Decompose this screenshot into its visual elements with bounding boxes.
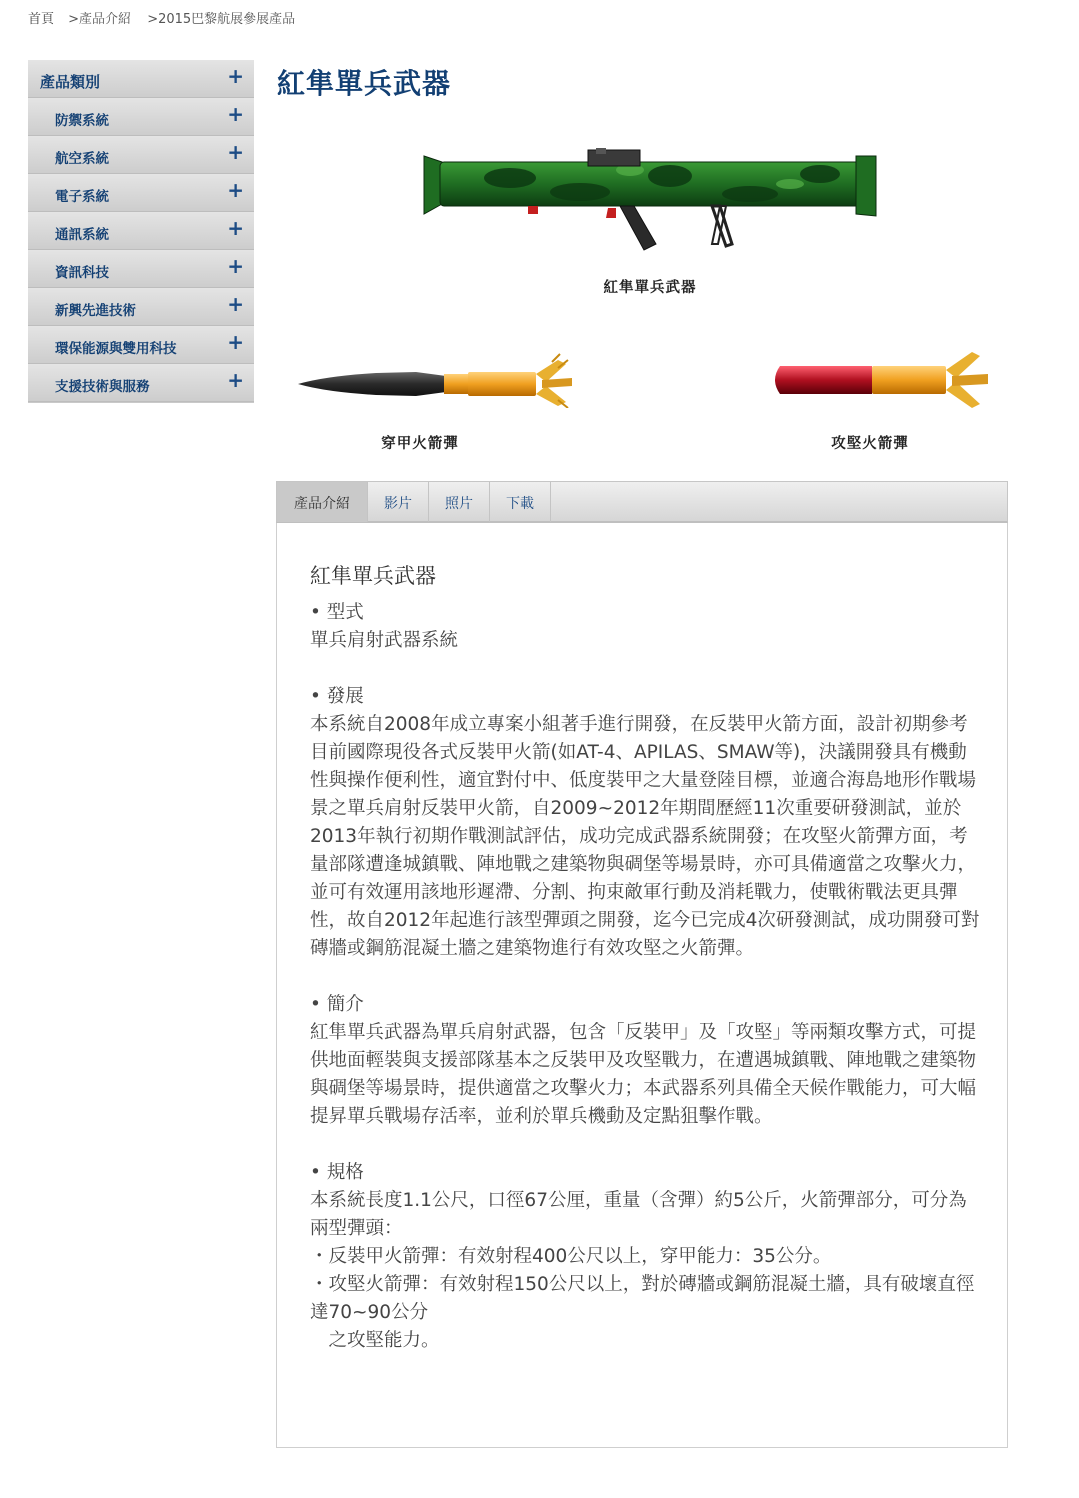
product-intro-panel [276, 523, 1008, 1448]
sidebar-item-label: 電子系統 [55, 189, 109, 205]
type-label: • 型式 [310, 602, 364, 623]
sidebar-item-electronics[interactable] [28, 174, 254, 212]
breadcrumb-home[interactable]: 首頁 [28, 12, 55, 27]
armor-piercing-rocket-caption: 穿甲火箭彈 [381, 436, 459, 452]
bunker-buster-rocket-image [768, 346, 992, 412]
launcher-image [420, 148, 880, 260]
sidebar-item-support-services[interactable] [28, 364, 254, 402]
development-label: • 發展 [310, 686, 364, 707]
expand-plus-icon[interactable]: + [227, 368, 244, 392]
type-text: 單兵肩射武器系統 [310, 630, 459, 651]
specification-text: 本系統長度1.1公尺，口徑67公厘，重量（含彈）約5公斤，火箭彈部分，可分為兩型彈頭： [310, 1190, 967, 1239]
sidebar-item-label: 防禦系統 [55, 113, 109, 129]
sidebar-item-label: 通訊系統 [55, 227, 109, 243]
page-title: 紅隼單兵武器 [277, 67, 452, 100]
armor-piercing-rocket-image [296, 352, 576, 408]
expand-plus-icon[interactable]: + [227, 216, 244, 240]
breadcrumb-paris-airshow[interactable]: >2015巴黎航展參展產品 [147, 12, 296, 27]
expand-plus-icon[interactable]: + [227, 330, 244, 354]
expand-plus-icon[interactable]: + [227, 102, 244, 126]
tab-download[interactable]: 下載 [490, 482, 551, 522]
panel-content [310, 561, 980, 1355]
sidebar [28, 60, 254, 403]
sidebar-item-label: 資訊科技 [55, 265, 109, 281]
specification-item-bunker-continued: 之攻堅能力。 [310, 1330, 440, 1351]
expand-plus-icon[interactable]: + [227, 178, 244, 202]
specification-label: • 規格 [310, 1162, 364, 1183]
sidebar-item-emerging-tech[interactable] [28, 288, 254, 326]
launcher-caption: 紅隼單兵武器 [603, 280, 697, 296]
specification-item-bunker: ・攻堅火箭彈：有效射程150公尺以上，對於磚牆或鋼筋混凝土牆，具有破壞直徑達70~90公分 [310, 1274, 975, 1323]
content-heading: 紅隼單兵武器 [310, 564, 436, 588]
sidebar-header-product-category[interactable] [28, 60, 254, 98]
breadcrumb-products[interactable]: >產品介紹 [68, 12, 132, 27]
bunker-buster-rocket-caption: 攻堅火箭彈 [831, 436, 909, 452]
expand-plus-icon[interactable]: + [227, 254, 244, 278]
sidebar-item-label: 支援技術與服務 [55, 379, 150, 395]
sidebar-item-communications[interactable] [28, 212, 254, 250]
expand-plus-icon[interactable]: + [227, 64, 244, 88]
sidebar-item-aviation[interactable] [28, 136, 254, 174]
sidebar-item-label: 環保能源與雙用科技 [55, 341, 177, 357]
sidebar-item-defense[interactable] [28, 98, 254, 136]
development-text: 本系統自2008年成立專案小組著手進行開發，在反裝甲火箭方面，設計初期參考目前國際現役各式反裝甲火箭(如AT-4、APILAS、SMAW等)，決議開發具有機動性與操作便利性，適宜對付中、低度裝甲之大量登陸目標，並適合海島地形作戰場景之單兵肩射反裝甲火箭，自2009~2012年期間歷經11次重要研發測試，並於2013年執行初期作戰測試評估，成功完成武器系統開發；在攻堅火箭彈方面，考量部隊遭逢城鎮戰、陣地戰之建築物與碉堡等場景時，亦可具備適當之攻擊火力，並可有效運用該地形遲滯、分割、拘束敵軍行動及消耗戰力，使戰術戰法更具彈性，故自2012年起進行該型彈頭之開發，迄今已完成4次研發測試，成功開發可對磚牆或鋼筋混凝土牆之建築物進行有效攻堅之火箭彈。 [310, 714, 980, 959]
product-tabs [276, 481, 1008, 523]
tab-photos[interactable]: 照片 [429, 482, 490, 522]
sidebar-header-label: 產品類別 [40, 73, 101, 91]
introduction-label: • 簡介 [310, 994, 364, 1015]
sidebar-item-label: 新興先進技術 [55, 303, 136, 319]
sidebar-item-label: 航空系統 [55, 151, 109, 167]
specification-item-anti-armor: ・反裝甲火箭彈：有效射程400公尺以上，穿甲能力：35公分。 [310, 1246, 832, 1267]
tab-product-intro[interactable]: 產品介紹 [277, 482, 368, 522]
tab-video[interactable]: 影片 [368, 482, 429, 522]
expand-plus-icon[interactable]: + [227, 140, 244, 164]
expand-plus-icon[interactable]: + [227, 292, 244, 316]
breadcrumb [28, 8, 297, 27]
introduction-text: 紅隼單兵武器為單兵肩射武器，包含「反裝甲」及「攻堅」等兩類攻擊方式，可提供地面輕裝與支援部隊基本之反裝甲及攻堅戰力，在遭遇城鎮戰、陣地戰之建築物與碉堡等場景時，提供適當之攻擊火力；本武器系列具備全天候作戰能力，可大幅提昇單兵戰場存活率，並利於單兵機動及定點狙擊作戰。 [310, 1022, 977, 1127]
sidebar-item-information-tech[interactable] [28, 250, 254, 288]
sidebar-item-green-energy[interactable] [28, 326, 254, 364]
